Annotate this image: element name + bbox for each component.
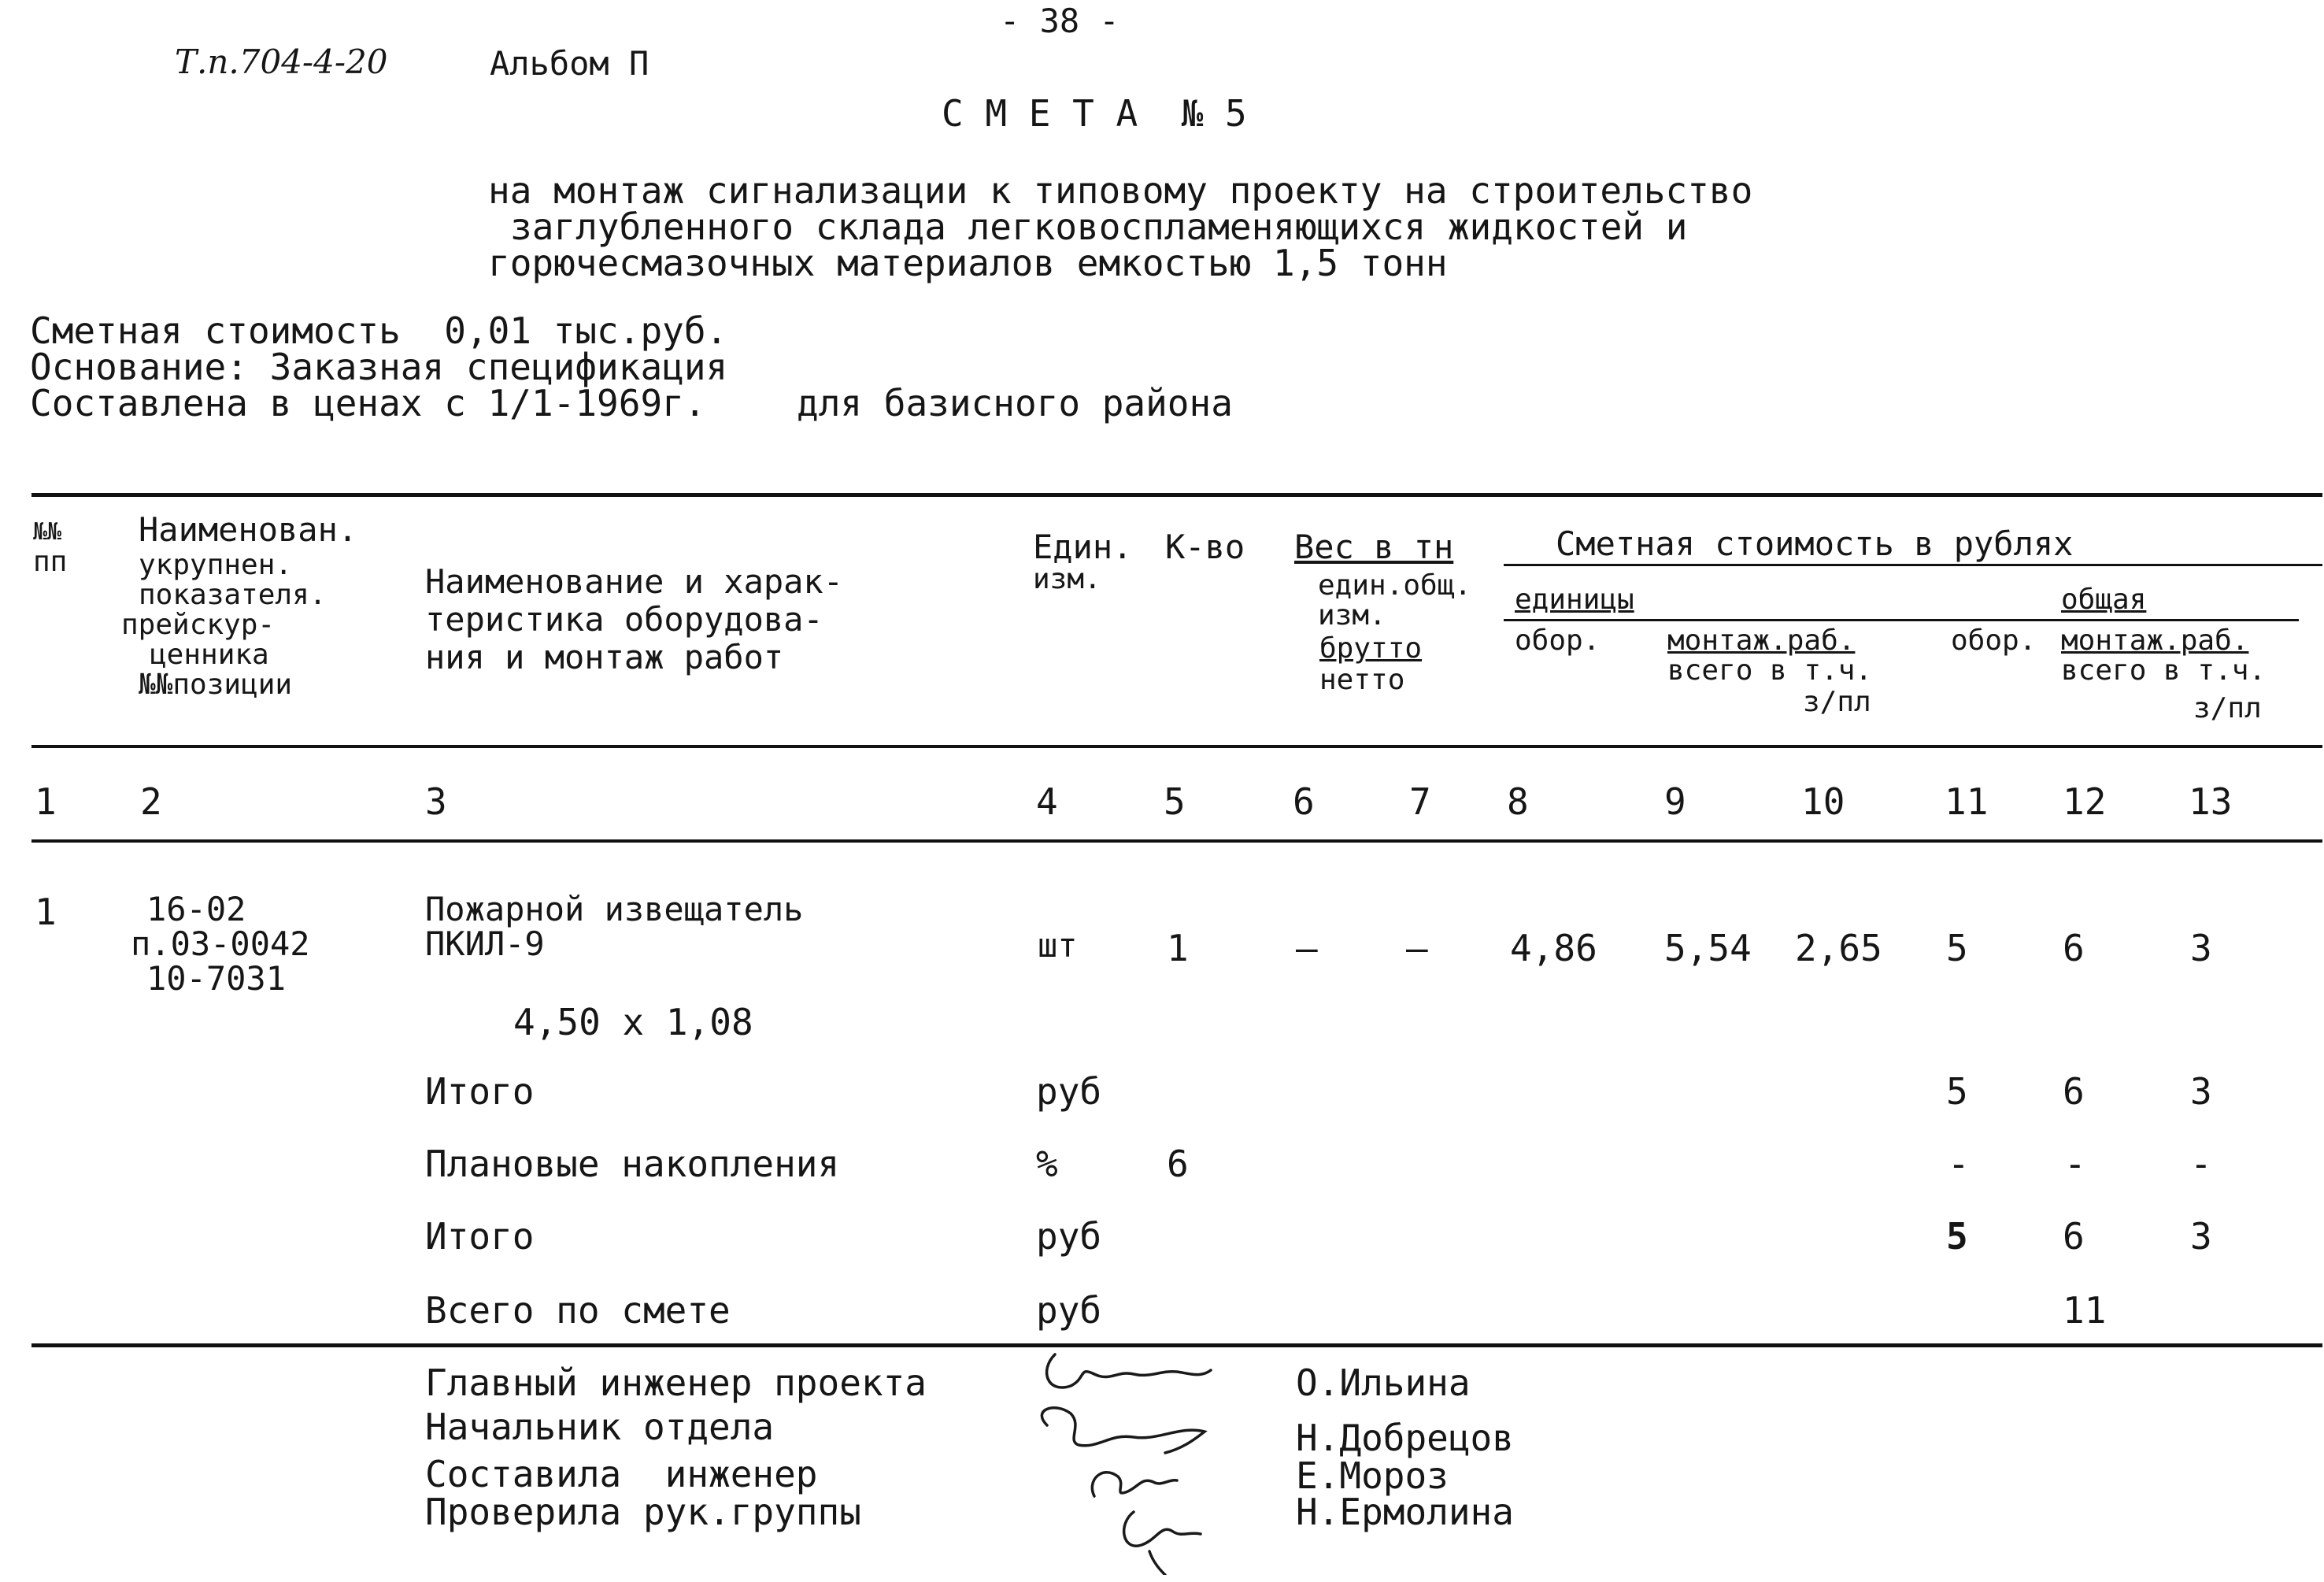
- estimated-cost: Сметная стоимость 0,01 тыс.руб.: [30, 309, 728, 352]
- colnum-bottom-rule: [31, 839, 2322, 843]
- summary-c11: 5: [1946, 1070, 1968, 1113]
- item-name-line2: ПКИЛ-9: [425, 924, 545, 963]
- handwritten-signature-marks: [1023, 1339, 1275, 1575]
- colnum-6: 6: [1293, 780, 1315, 823]
- unit-group-rule: [1504, 619, 2299, 621]
- signature-stroke-2: [1042, 1408, 1205, 1453]
- header-weight-line5: нетто: [1319, 664, 1405, 696]
- header-col3-line3: ния и монтаж работ: [425, 638, 784, 676]
- header-col3-line2: теристика оборудова-: [425, 600, 823, 639]
- colnum-3: 3: [425, 780, 447, 823]
- cost-group-rule: [1504, 564, 2322, 566]
- header-montazh-total-line2: всего в т.ч.: [2061, 654, 2267, 687]
- summary-unit: %: [1036, 1143, 1058, 1185]
- summary-unit: руб: [1036, 1289, 1102, 1332]
- header-col1-line2: пп: [33, 546, 68, 578]
- signature-name: Е.Мороз: [1296, 1454, 1449, 1497]
- header-unit-group: единицы: [1515, 584, 1634, 616]
- page-number: - 38 -: [1000, 2, 1119, 40]
- summary-label: Плановые накопления: [425, 1143, 840, 1185]
- summary-c13: -: [2190, 1143, 2212, 1185]
- colnum-9: 9: [1664, 780, 1686, 823]
- subtitle-line-3: горючесмазочных материалов емкостью 1,5 тонн: [488, 242, 1448, 284]
- header-weight-line2: един.общ.: [1318, 569, 1472, 602]
- signature-role: Составила инженер: [425, 1453, 818, 1495]
- subtitle-line-1: на монтаж сигнализации к типовому проекту на строительство: [488, 169, 1753, 212]
- item-qty: 1: [1167, 927, 1189, 969]
- item-unit: шт: [1038, 926, 1078, 965]
- header-montazh-total-line3: з/пл: [2193, 692, 2262, 724]
- summary-c12: -: [2064, 1143, 2086, 1185]
- header-montazh-unit-line2: всего в т.ч.: [1667, 654, 1873, 687]
- signature-role: Проверила рук.группы: [425, 1491, 861, 1533]
- header-col5: К-во: [1165, 528, 1245, 566]
- item-weight-brutto: –: [1296, 927, 1318, 969]
- signature-stroke-3: [1092, 1473, 1177, 1496]
- summary-c11: 5: [1946, 1215, 1968, 1258]
- item-code-line3: 10-7031: [146, 959, 287, 998]
- item-weight-netto: –: [1406, 927, 1428, 969]
- summary-unit: руб: [1036, 1215, 1102, 1258]
- header-montazh-unit-line1: монтаж.раб.: [1667, 624, 1856, 657]
- signature-stroke-4: [1124, 1512, 1201, 1575]
- colnum-2: 2: [140, 780, 162, 823]
- colnum-10: 10: [1801, 780, 1845, 823]
- summary-label: Всего по смете: [425, 1289, 731, 1332]
- colnum-1: 1: [35, 780, 57, 823]
- summary-c13: 3: [2190, 1070, 2212, 1113]
- region: для базисного района: [797, 382, 1233, 424]
- header-obor-unit: обор.: [1515, 624, 1601, 657]
- signature-role: Главный инженер проекта: [425, 1362, 927, 1404]
- summary-unit: руб: [1036, 1070, 1102, 1113]
- item-c12: 6: [2063, 927, 2085, 969]
- item-number: 1: [35, 891, 57, 933]
- item-c9: 5,54: [1664, 927, 1752, 969]
- header-montazh-unit-line3: з/пл: [1803, 686, 1871, 718]
- project-reference: Т.п.704-4-20: [175, 43, 388, 81]
- header-col4-line1: Един.: [1033, 528, 1133, 566]
- signature-name: Н.Добрецов: [1296, 1417, 1514, 1459]
- header-col4-line2: изм.: [1033, 563, 1101, 595]
- table-top-rule: [31, 493, 2322, 497]
- summary-label: Итого: [425, 1215, 535, 1258]
- summary-c13: 3: [2190, 1215, 2212, 1258]
- header-cost-group: Сметная стоимость в рублях: [1556, 524, 2074, 563]
- item-c8: 4,86: [1510, 927, 1597, 969]
- album-label: Альбом П: [490, 44, 649, 83]
- header-col2-line2: укрупнен.: [139, 549, 293, 581]
- header-col2-line6: №№позиции: [139, 669, 293, 701]
- header-total-group: общая: [2061, 584, 2147, 616]
- summary-c12: 6: [2063, 1215, 2085, 1258]
- header-col2-line3: показателя.: [139, 579, 327, 611]
- signature-stroke-1: [1047, 1354, 1211, 1387]
- colnum-12: 12: [2063, 780, 2107, 823]
- header-col1-line1: №№: [33, 518, 62, 546]
- header-col2-line4: прейскур-: [121, 609, 276, 641]
- item-code-line2: п.03-0042: [131, 924, 310, 963]
- header-weight-line4: брутто: [1319, 632, 1423, 665]
- header-col2-line1: Наименован.: [139, 510, 358, 549]
- document-title: С М Е Т А № 5: [942, 92, 1247, 135]
- basis: Основание: Заказная спецификация: [30, 346, 728, 388]
- summary-qty: 6: [1167, 1143, 1189, 1185]
- header-col2-line5: ценника: [150, 639, 269, 671]
- item-calculation: 4,50 х 1,08: [513, 1001, 753, 1043]
- item-code-line1: 16-02: [146, 890, 246, 928]
- summary-c11: -: [1948, 1143, 1970, 1185]
- header-weight-line1: Вес в тн: [1294, 528, 1454, 566]
- item-c11: 5: [1946, 927, 1968, 969]
- item-c13: 3: [2190, 927, 2212, 969]
- colnum-13: 13: [2189, 780, 2233, 823]
- signature-name: Н.Ермолина: [1296, 1491, 1514, 1533]
- header-weight-line3: изм.: [1318, 599, 1386, 632]
- summary-c12: 6: [2063, 1070, 2085, 1113]
- signature-role: Начальник отдела: [425, 1406, 775, 1448]
- summary-label: Итого: [425, 1070, 535, 1113]
- item-name-line1: Пожарной извещатель: [425, 890, 804, 928]
- item-c10: 2,65: [1795, 927, 1882, 969]
- colnum-4: 4: [1036, 780, 1058, 823]
- signature-name: О.Ильина: [1296, 1362, 1471, 1404]
- summary-c12: 11: [2063, 1289, 2107, 1332]
- colnum-7: 7: [1409, 780, 1431, 823]
- subtitle-line-2: заглубленного склада легковоспламеняющихся жидкостей и: [510, 206, 1688, 248]
- header-obor-total: обор.: [1951, 624, 2037, 657]
- header-bottom-rule: [31, 745, 2322, 748]
- colnum-11: 11: [1945, 780, 1989, 823]
- colnum-5: 5: [1164, 780, 1186, 823]
- colnum-8: 8: [1507, 780, 1529, 823]
- header-col3-line1: Наименование и харак-: [425, 562, 844, 601]
- price-basis: Составлена в ценах с 1/1-1969г.: [30, 382, 706, 424]
- header-montazh-total-line1: монтаж.раб.: [2061, 624, 2249, 657]
